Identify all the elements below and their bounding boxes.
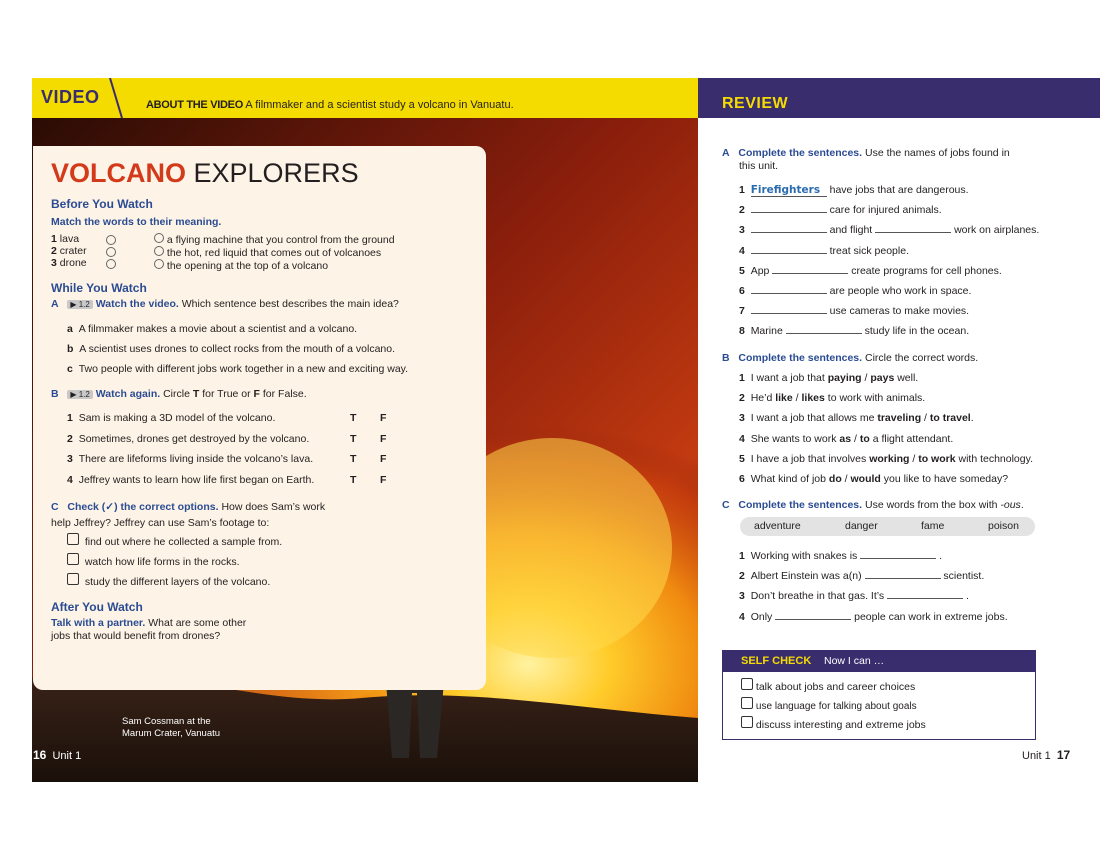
fill-item: 8 Marine study life in the ocean. <box>739 325 970 338</box>
answer-blank[interactable] <box>860 557 936 559</box>
word-box-item: adventure <box>754 520 801 532</box>
review-a-instruction: A Complete the sentences. Use the names of jobs found in this unit. <box>722 147 1010 172</box>
true-option[interactable]: T <box>350 473 357 486</box>
answer-blank[interactable] <box>887 597 963 599</box>
tf-item: 1 Sam is making a 3D model of the volcano. T F <box>67 408 397 429</box>
example-answer: Firefighters <box>751 184 827 197</box>
fill-item: 2 care for injured animals. <box>739 204 942 217</box>
fill-item: 2 Albert Einstein was a(n) scientist. <box>739 570 985 583</box>
play-track-icon[interactable]: ▶ 1.2 <box>67 390 93 399</box>
review-b-instruction: B Complete the sentences. Circle the correct words. <box>722 352 979 364</box>
page-unit: Unit 1 <box>52 750 82 762</box>
answer-blank[interactable] <box>786 332 862 334</box>
answer-blank[interactable] <box>775 618 851 620</box>
while-a-instruction: A ▶ 1.2 Watch the video. Which sentence best describes the main idea? <box>51 298 399 310</box>
self-check-list <box>741 678 926 735</box>
answer-blank[interactable] <box>751 252 827 254</box>
while-c-instruction: C Check (✓) the correct options. How does Sam’s work help Jeffrey? Jeffrey can use Sam’s footage to: <box>51 501 326 529</box>
checkbox[interactable] <box>741 678 753 690</box>
video-banner <box>32 78 698 118</box>
checkbox[interactable] <box>67 553 79 565</box>
meaning-item: the hot, red liquid that comes out of volcanoes <box>154 246 395 259</box>
answer-blank[interactable] <box>865 577 941 579</box>
meaning-list <box>154 233 395 272</box>
word-choice[interactable]: would <box>850 473 881 486</box>
review-b-items <box>739 368 1059 489</box>
word-choice[interactable]: to travel <box>929 412 971 425</box>
after-instruction: Talk with a partner. What are some other jobs that would benefit from drones? <box>51 617 247 642</box>
match-dot[interactable] <box>154 233 164 243</box>
after-heading: After You Watch <box>51 600 143 614</box>
about-label: ABOUT THE VIDEO <box>146 99 243 111</box>
check-options <box>67 532 282 592</box>
circle-item: 5 I have a job that involves working / to work with technology. <box>739 452 1033 465</box>
review-c-instruction: C Complete the sentences. Use words from the box with -ous. <box>722 499 1024 511</box>
while-heading: While You Watch <box>51 281 147 295</box>
fill-item: 1 Working with snakes is . <box>739 550 943 562</box>
answer-blank[interactable] <box>751 211 827 213</box>
answer-blank[interactable] <box>751 292 827 294</box>
word-choice[interactable]: traveling <box>877 412 922 425</box>
circle-item: 2 He’d like / likes to work with animals. <box>739 392 926 405</box>
self-check-subtitle: Now I can … <box>824 655 885 667</box>
before-instruction: Match the words to their meaning. <box>51 216 222 228</box>
review-section-label: REVIEW <box>722 95 789 112</box>
meaning-item: the opening at the top of a volcano <box>154 259 395 272</box>
video-section-label: VIDEO <box>41 87 100 107</box>
word-choice[interactable]: do <box>828 473 842 486</box>
photo-caption: Sam Cossman at the Marum Crater, Vanuatu <box>122 716 221 739</box>
checkbox[interactable] <box>67 573 79 585</box>
circle-item: 6 What kind of job do / would you like to have someday? <box>739 473 1009 486</box>
tf-list <box>67 408 397 490</box>
false-option[interactable]: F <box>380 473 387 486</box>
self-check-item[interactable]: discuss interesting and extreme jobs <box>741 716 926 735</box>
checkbox[interactable] <box>67 533 79 545</box>
page-footer-left <box>33 748 81 762</box>
checkbox[interactable] <box>741 697 753 709</box>
word-choice[interactable]: pays <box>870 372 895 384</box>
false-option[interactable]: F <box>380 432 387 445</box>
checkbox[interactable] <box>741 716 753 728</box>
self-check-item[interactable]: talk about jobs and career choices <box>741 678 926 697</box>
about-text: A filmmaker and a scientist study a volcano in Vanuatu. <box>245 99 514 111</box>
fill-item: 4 treat sick people. <box>739 244 909 257</box>
circle-item: 1 I want a job that paying / pays well. <box>739 372 919 384</box>
tf-item: 4 Jeffrey wants to learn how life first began on Earth. T F <box>67 470 397 491</box>
word-item: 3 drone <box>51 257 131 269</box>
fill-item: 4 Only people can work in extreme jobs. <box>739 610 1008 623</box>
word-choice[interactable]: like <box>775 392 793 405</box>
word-choice[interactable]: to work <box>918 452 956 465</box>
tf-item: 2 Sometimes, drones get destroyed by the volcano. T F <box>67 429 397 450</box>
before-heading: Before You Watch <box>51 197 153 211</box>
circle-item: 3 I want a job that allows me traveling / to travel. <box>739 412 974 425</box>
video-section-tab <box>32 78 112 118</box>
self-check-title: SELF CHECK <box>741 655 812 667</box>
check-option[interactable]: study the different layers of the volcano. <box>67 572 282 592</box>
page-number: 16 <box>33 748 47 762</box>
while-a-options <box>67 319 408 379</box>
word-choice[interactable]: working <box>869 452 910 465</box>
word-box-item: fame <box>921 520 945 532</box>
word-item: 1 lava <box>51 233 131 245</box>
fill-item: 7 use cameras to make movies. <box>739 305 970 318</box>
while-b-instruction: B ▶ 1.2 Watch again. Circle T for True or F for False. <box>51 388 307 400</box>
option-a[interactable]: a A filmmaker makes a movie about a scientist and a volcano. <box>67 323 358 335</box>
about-the-video <box>146 99 514 111</box>
check-option[interactable]: watch how life forms in the rocks. <box>67 552 282 572</box>
answer-blank[interactable] <box>772 272 848 274</box>
title-rest: EXPLORERS <box>193 158 359 188</box>
fill-item: 6 are people who work in space. <box>739 285 972 298</box>
page-title <box>51 158 359 189</box>
word-box-item: poison <box>988 520 1019 532</box>
true-option[interactable]: T <box>350 412 357 424</box>
false-option[interactable]: F <box>380 412 387 424</box>
word-choice[interactable]: likes <box>801 392 825 405</box>
word-item: 2 crater <box>51 245 131 257</box>
page-unit: Unit 1 <box>1022 750 1051 762</box>
fill-item: 5 App create programs for cell phones. <box>739 264 1002 277</box>
match-dot[interactable] <box>154 246 164 256</box>
option-c[interactable]: c Two people with different jobs work together in a new and exciting way. <box>67 363 409 375</box>
title-bold: VOLCANO <box>51 158 186 188</box>
match-dot[interactable] <box>106 247 116 257</box>
option-b[interactable]: b A scientist uses drones to collect rocks from the mouth of a volcano. <box>67 343 395 355</box>
match-dot[interactable] <box>154 259 164 269</box>
tab-divider <box>108 78 128 118</box>
false-option[interactable]: F <box>380 453 387 465</box>
true-option[interactable]: T <box>350 453 357 465</box>
answer-blank[interactable] <box>751 231 827 233</box>
answer-blank[interactable] <box>751 312 827 314</box>
word-list <box>51 233 131 269</box>
play-track-icon[interactable]: ▶ 1.2 <box>67 300 93 309</box>
meaning-item: a flying machine that you control from the ground <box>154 233 395 246</box>
self-check-item[interactable]: use language for talking about goals <box>741 697 926 716</box>
fill-item: 3 and flight work on airplanes. <box>739 224 1040 237</box>
tf-item: 3 There are lifeforms living inside the volcano’s lava. T F <box>67 449 397 470</box>
fill-item: 1 Firefighters have jobs that are dangerous. <box>739 184 969 196</box>
review-a-items <box>739 180 1059 342</box>
review-c-items <box>739 546 1059 627</box>
answer-blank[interactable] <box>875 231 951 233</box>
word-choice[interactable]: as <box>839 432 852 445</box>
word-choice[interactable]: paying <box>827 372 862 384</box>
fill-item: 3 Don’t breathe in that gas. It’s . <box>739 590 969 603</box>
word-choice[interactable]: to <box>859 432 870 445</box>
match-dot[interactable] <box>106 235 116 245</box>
page-footer-right <box>1022 748 1070 762</box>
check-option[interactable]: find out where he collected a sample from. <box>67 532 282 552</box>
true-option[interactable]: T <box>350 432 357 445</box>
self-check-header <box>722 650 1036 672</box>
circle-item: 4 She wants to work as / to a flight attendant. <box>739 432 954 445</box>
match-dot[interactable] <box>106 259 116 269</box>
word-box-item: danger <box>845 520 878 532</box>
page-number: 17 <box>1056 748 1071 762</box>
